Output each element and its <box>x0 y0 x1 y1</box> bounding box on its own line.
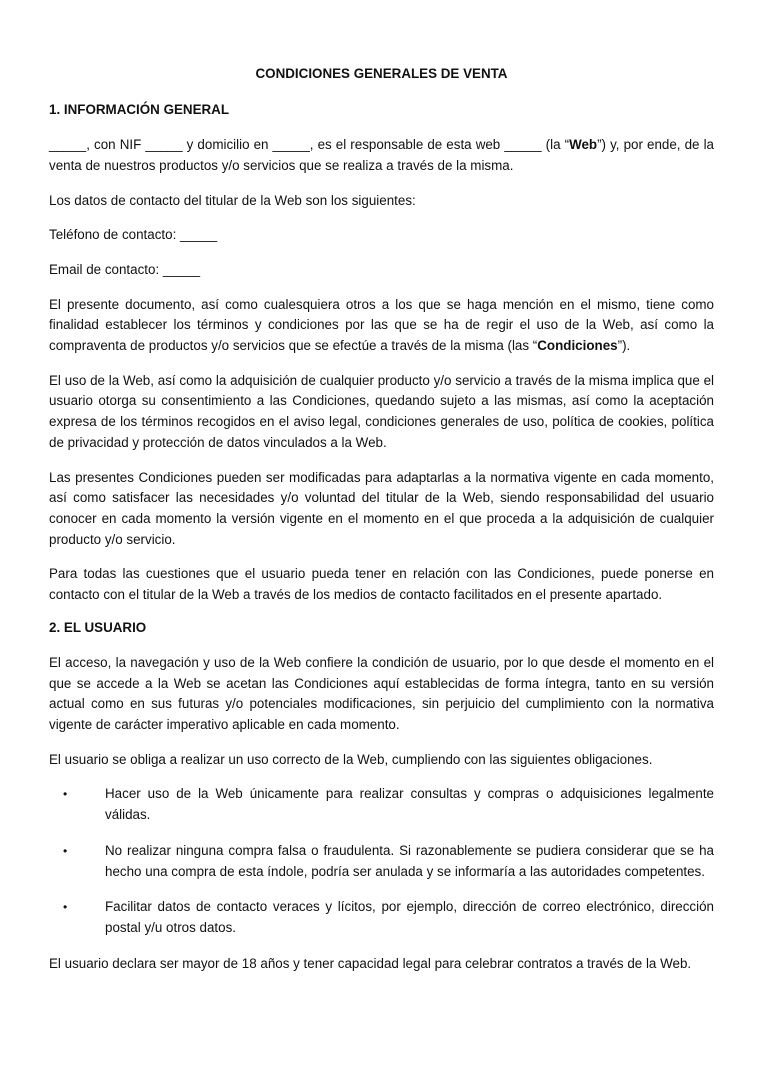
paragraph-contact-intro: Los datos de contacto del titular de la Web son los siguientes: <box>49 192 416 208</box>
section-heading-user: 2. EL USUARIO <box>49 619 147 635</box>
paragraph-obligations-intro: El usuario se obliga a realizar un uso correcto de la Web, cumpliendo con las siguientes obligaciones. <box>49 751 653 767</box>
document-title: CONDICIONES GENERALES DE VENTA <box>255 66 508 81</box>
bullet-icon: • <box>63 843 68 858</box>
owner-intro-text-end: ”) y, por ende, de la venta de nuestros productos y/o servicios que se realiza a través de la misma. <box>49 137 714 173</box>
bullet-icon: • <box>63 787 68 802</box>
list-item <box>63 841 714 882</box>
conditions-term: Condiciones <box>537 338 618 354</box>
contact-phone: Teléfono de contacto: _____ <box>49 227 218 243</box>
paragraph-questions: Para todas las cuestiones que el usuario pueda tener en relación con las Condiciones, puede ponerse en contacto con el titular de la Web a través de los medios de contacto facilitados en el presente apartado. <box>49 566 714 603</box>
paragraph-modifications: Las presentes Condiciones pueden ser modificadas para adaptarlas a la normativa vigente en cada momento, así como satisfacer las necesidades y/o voluntad del titular de la Web, siendo responsabilidad del usuario conocer en cada momento la versión vigente en el momento en el que proceda a la adquisición de cualquier producto y/o servicio. <box>49 469 714 547</box>
paragraph-access: El acceso, la navegación y uso de la Web confiere la condición de usuario, por lo que desde el momento en el que se accede a la Web se acetan las Condiciones aquí establecidas de forma íntegra, tanto en su versión actual como en sus futuras y/o potenciales modificaciones, sin perjuicio del cumplimiento con la normativa vigente de carácter imperativo aplicable en cada momento. <box>49 654 714 732</box>
list-item <box>63 784 714 825</box>
purpose-text: El presente documento, así como cualesquiera otros a los que se haga mención en el mismo, tiene como finalidad establecer los términos y condiciones por las que se ha de regir el uso de la Web, así como la compraventa de productos y/o servicios que se efectúe a través de la misma (las “ <box>49 296 714 354</box>
paragraph-consent: El uso de la Web, así como la adquisición de cualquier producto y/o servicio a través de la misma implica que el usuario otorga su consentimiento a las Condiciones, quedando sujeto a las mismas, así como la aceptación expresa de los términos recogidos en el aviso legal, condiciones generales de uso, política de cookies, política de privacidad y protección de datos vinculados a la Web. <box>49 372 714 450</box>
list-item <box>63 897 714 938</box>
contact-email: Email de contacto: _____ <box>49 261 201 277</box>
purpose-text-end: ”). <box>617 338 631 354</box>
obligation-text: Hacer uso de la Web únicamente para realizar consultas y compras o adquisiciones legalmente válidas. <box>105 786 714 823</box>
paragraph-age: El usuario declara ser mayor de 18 años y tener capacidad legal para celebrar contratos a través de la Web. <box>49 955 692 971</box>
web-term: Web <box>569 137 598 153</box>
bullet-icon: • <box>63 900 68 915</box>
section-heading-general-info: 1. INFORMACIÓN GENERAL <box>49 102 230 118</box>
paragraph-owner-intro <box>49 135 714 176</box>
paragraph-purpose <box>49 295 714 357</box>
obligation-text: No realizar ninguna compra falsa o fraudulenta. Si razonablemente se pudiera considerar que se ha hecho una compra de esta índole, podría ser anulada y se informaría a las autoridades competentes. <box>105 842 714 879</box>
obligations-list <box>49 784 714 938</box>
owner-intro-text: _____, con NIF _____ y domicilio en _____, es el responsable de esta web _____ (la “ <box>49 137 570 153</box>
obligation-text: Facilitar datos de contacto veraces y lícitos, por ejemplo, dirección de correo electrónico, dirección postal y/u otros datos. <box>105 899 714 935</box>
